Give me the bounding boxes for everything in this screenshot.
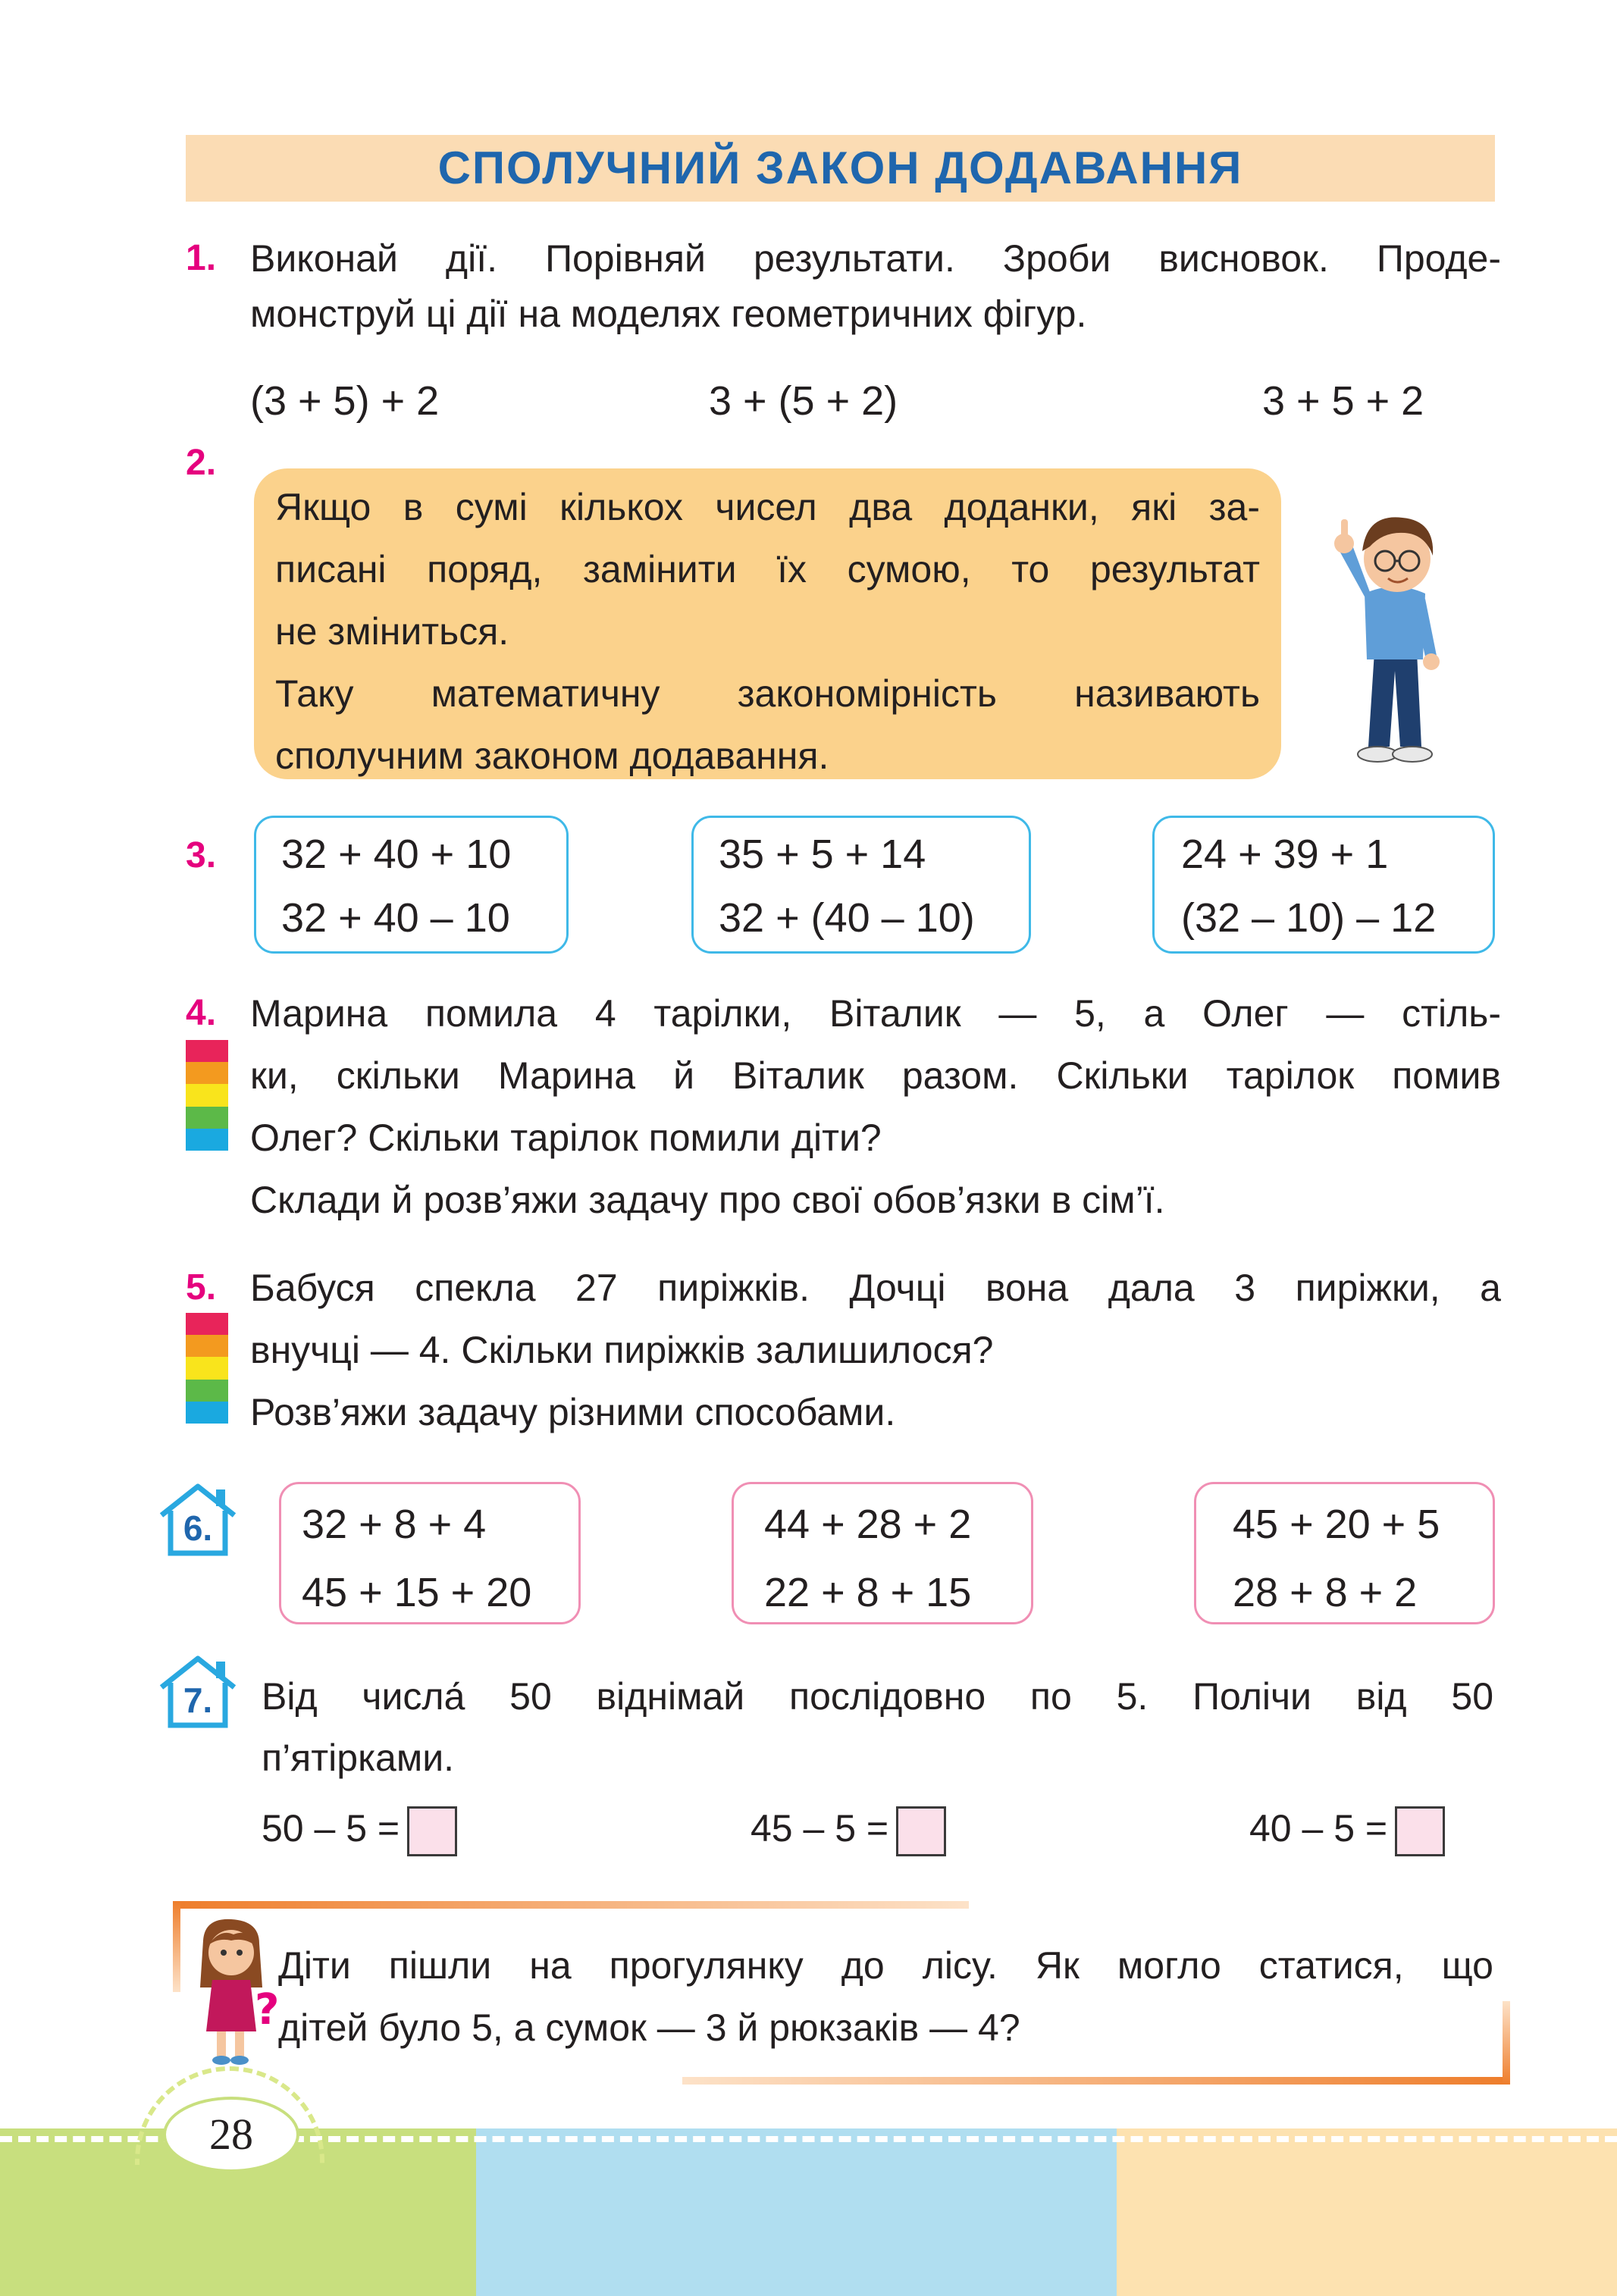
puzzle-line-2: дітей було 5, а сумок — 3 й рюкзаків — 4? [278,2006,1020,2049]
exercise-7-expr-3-wrap [1249,1800,1445,1856]
answer-box-1[interactable] [407,1806,457,1856]
exercise-3-box-2 [691,816,1031,954]
exercise-3-box-2-line-1: 35 + 5 + 14 [719,832,926,877]
exercise-7-expr-1: 50 – 5 = [262,1807,400,1850]
exercise-3-box-1-line-2: 32 + 40 – 10 [281,895,510,941]
exercise-3-box-1 [254,816,569,954]
exercise-5-number: 5. [186,1267,217,1308]
exercise-7-line-1: Від числа́ 50 віднімай послідовно по 5. Полічи від 50 [262,1675,1493,1718]
exercise-6-box-1-line-1: 32 + 8 + 4 [302,1502,487,1547]
exercise-7-expr-1-wrap [262,1800,457,1856]
exercise-4-line-2: ки, скільки Марина й Віталик разом. Скільки тарілок помив [250,1054,1501,1097]
exercise-3-box-1-line-1: 32 + 40 + 10 [281,832,512,877]
title-bar [186,135,1495,202]
rule-line-3: не зміниться. [275,610,509,653]
rule-box [254,468,1281,779]
rule-line-4: Таку математичну закономірність називають [275,672,1260,715]
page-title: СПОЛУЧНИЙ ЗАКОН ДОДАВАННЯ [437,143,1243,193]
puzzle-text [278,1934,1493,2059]
exercise-4-number: 4. [186,993,217,1033]
puzzle-line-1: Діти пішли на прогулянку до лісу. Як могло статися, що [278,1944,1493,1987]
footer-band-peach [1117,2128,1617,2296]
exercise-3-box-3-line-2: (32 – 10) – 12 [1181,895,1437,941]
house-icon-6 [155,1482,240,1558]
boy-illustration [1323,504,1467,769]
puzzle-frame-left [173,1901,180,1992]
exercise-7-expr-2: 45 – 5 = [751,1807,889,1850]
exercise-3-box-3 [1152,816,1495,954]
exercise-5-line-3: Розв’яжи задачу різними способами. [250,1391,896,1433]
exercise-7-number: 7. [183,1680,213,1720]
exercise-2-number: 2. [186,443,217,483]
exercise-6-box-2-line-2: 22 + 8 + 15 [764,1570,972,1615]
exercise-1-expr-2: 3 + (5 + 2) [709,378,898,424]
page-number: 28 [209,2110,253,2159]
exercise-7-line-2: п’ятірками. [262,1737,455,1779]
girl-illustration [190,1918,280,2069]
rule-line-5: сполучним законом додавання. [275,735,829,777]
exercise-3-box-3-line-1: 24 + 39 + 1 [1181,832,1389,877]
exercise-6-box-1 [279,1482,581,1624]
exercise-1-expr-3: 3 + 5 + 2 [1262,378,1424,424]
exercise-4-line-3: Олег? Скільки тарілок помили діти? [250,1117,882,1159]
rainbow-marker-4 [186,1040,228,1151]
exercise-7-expr-2-wrap [751,1800,946,1856]
answer-box-3[interactable] [1395,1806,1445,1856]
rule-line-2: писані поряд, замінити їх сумою, то результат [275,548,1260,590]
exercise-6-number: 6. [183,1508,213,1548]
exercise-6-box-2-line-1: 44 + 28 + 2 [764,1502,972,1547]
rule-line-1: Якщо в сумі кількох чисел два доданки, які за- [275,486,1260,528]
puzzle-frame-right [1503,2001,1510,2085]
exercise-1-line-2: монструй ці дії на моделях геометричних фігур. [250,293,1087,335]
exercise-6-box-2 [732,1482,1033,1624]
puzzle-frame-top [173,1901,969,1909]
exercise-6-box-1-line-2: 45 + 15 + 20 [302,1570,532,1615]
exercise-7-expr-3: 40 – 5 = [1249,1807,1388,1850]
exercise-6-box-3 [1194,1482,1495,1624]
exercise-1-line-1: Виконай дії. Порівняй результати. Зроби висновок. Проде- [250,237,1501,280]
exercise-6-box-3-line-1: 45 + 20 + 5 [1233,1502,1440,1547]
exercise-4-line-1: Марина помила 4 тарілки, Віталик — 5, а Олег — стіль- [250,992,1501,1035]
exercise-3-number: 3. [186,835,217,875]
exercise-1-number: 1. [186,238,217,278]
puzzle-frame-bottom [682,2077,1510,2085]
page-number-badge [163,2097,299,2172]
exercise-4-text [250,982,1501,1231]
rainbow-marker-5 [186,1313,228,1424]
footer-band-blue [476,2128,1117,2296]
exercise-3-box-2-line-2: 32 + (40 – 10) [719,895,975,941]
svg-text:?: ? [255,1985,280,2034]
exercise-6-box-3-line-2: 28 + 8 + 2 [1233,1570,1418,1615]
answer-box-2[interactable] [896,1806,946,1856]
exercise-1-expr-1: (3 + 5) + 2 [250,378,440,424]
exercise-4-line-4: Склади й розв’яжи задачу про свої обов’язки в сім’ї. [250,1179,1165,1221]
exercise-5-line-2: внучці — 4. Скільки пиріжків залишилося? [250,1329,994,1371]
house-icon-7 [155,1654,240,1730]
exercise-5-line-1: Бабуся спекла 27 пиріжків. Дочці вона дала 3 пиріжки, а [250,1267,1501,1309]
exercise-5-text [250,1257,1501,1443]
